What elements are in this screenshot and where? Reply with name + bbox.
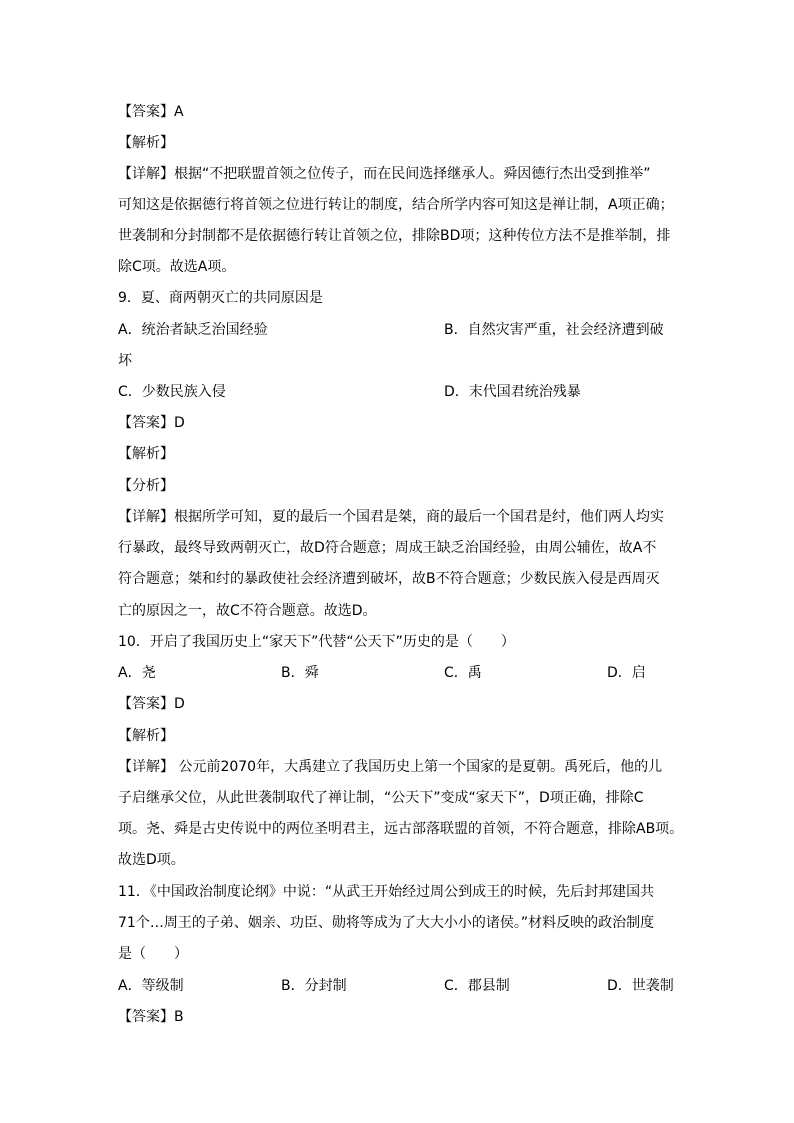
answer-option: C．禹 — [444, 665, 482, 681]
text-line: 71个…周王的子弟、姻亲、功臣、勋将等成为了大大小小的诸侯。”材料反映的政治制度 — [118, 915, 655, 931]
text-line: 【解析】 — [118, 135, 174, 151]
text-line: 亡的原因之一，故C不符合题意。故选D。 — [118, 603, 377, 619]
text-line: 行暴政，最终导致两朝灭亡，故D符合题意；周成王缺乏治国经验，由周公辅佐，故A不 — [118, 540, 657, 556]
answer-option: B．自然灾害严重，社会经济遭到破 — [444, 322, 664, 338]
answer-option: B．舜 — [281, 665, 319, 681]
text-line: 符合题意；桀和纣的暴政使社会经济遭到破坏，故B不符合题意；少数民族入侵是西周灭 — [118, 571, 660, 587]
text-line: 【详解】根据所学可知，夏的最后一个国君是桀，商的最后一个国君是纣，他们两人均实 — [118, 509, 664, 525]
text-line: 【答案】A — [118, 104, 184, 120]
text-line: 坏 — [118, 353, 132, 369]
text-line: 【答案】D — [118, 415, 185, 431]
text-line: 【分析】 — [118, 478, 174, 494]
text-line: 9．夏、商两朝灭亡的共同原因是 — [118, 290, 323, 306]
text-line: 子启继承父位，从此世袭制取代了禅让制，“公天下”变成“家天下”，D项正确，排除C — [118, 790, 644, 806]
text-line: 【答案】D — [118, 696, 185, 712]
text-line: 10．开启了我国历史上“家天下”代替“公天下”历史的是（ ） — [118, 634, 515, 650]
text-line: 是（ ） — [118, 946, 188, 962]
text-line: 可知这是依据德行将首领之位进行转让的制度，结合所学内容可知这是禅让制，A项正确； — [118, 197, 674, 213]
text-line: 故选D项。 — [118, 852, 185, 868]
text-line: 项。尧、舜是古史传说中的两位圣明君主，远古部落联盟的首领，不符合题意，排除AB项。 — [118, 821, 684, 837]
answer-option: A．尧 — [118, 665, 156, 681]
answer-option: C．少数民族入侵 — [118, 384, 226, 400]
text-line: 【解析】 — [118, 446, 174, 462]
text-line: 世袭制和分封制都不是依据德行转让首领之位，排除BD项；这种传位方法不是推举制，排 — [118, 228, 671, 244]
answer-option: D．末代国君统治残暴 — [444, 384, 581, 400]
text-line: 除C项。故选A项。 — [118, 259, 236, 275]
answer-option: B．分封制 — [281, 978, 347, 994]
text-line: 【详解】根据“不把联盟首领之位传子，而在民间选择继承人。舜因德行杰出受到推举” — [118, 166, 651, 182]
text-line: 【答案】B — [118, 1009, 184, 1025]
text-line: 【详解】 公元前2070年，大禹建立了我国历史上第一个国家的是夏朝。禹死后，他的儿 — [118, 759, 663, 775]
answer-option: D．世袭制 — [607, 978, 674, 994]
answer-option: A．等级制 — [118, 978, 184, 994]
answer-option: C．郡县制 — [444, 978, 510, 994]
text-line: 11．《中国政治制度论纲》中说：“从武王开始经过周公到成王的时候，先后封邦建国共 — [118, 884, 655, 900]
answer-option: A．统治者缺乏治国经验 — [118, 322, 268, 338]
answer-option: D．启 — [607, 665, 646, 681]
text-line: 【解析】 — [118, 728, 174, 744]
